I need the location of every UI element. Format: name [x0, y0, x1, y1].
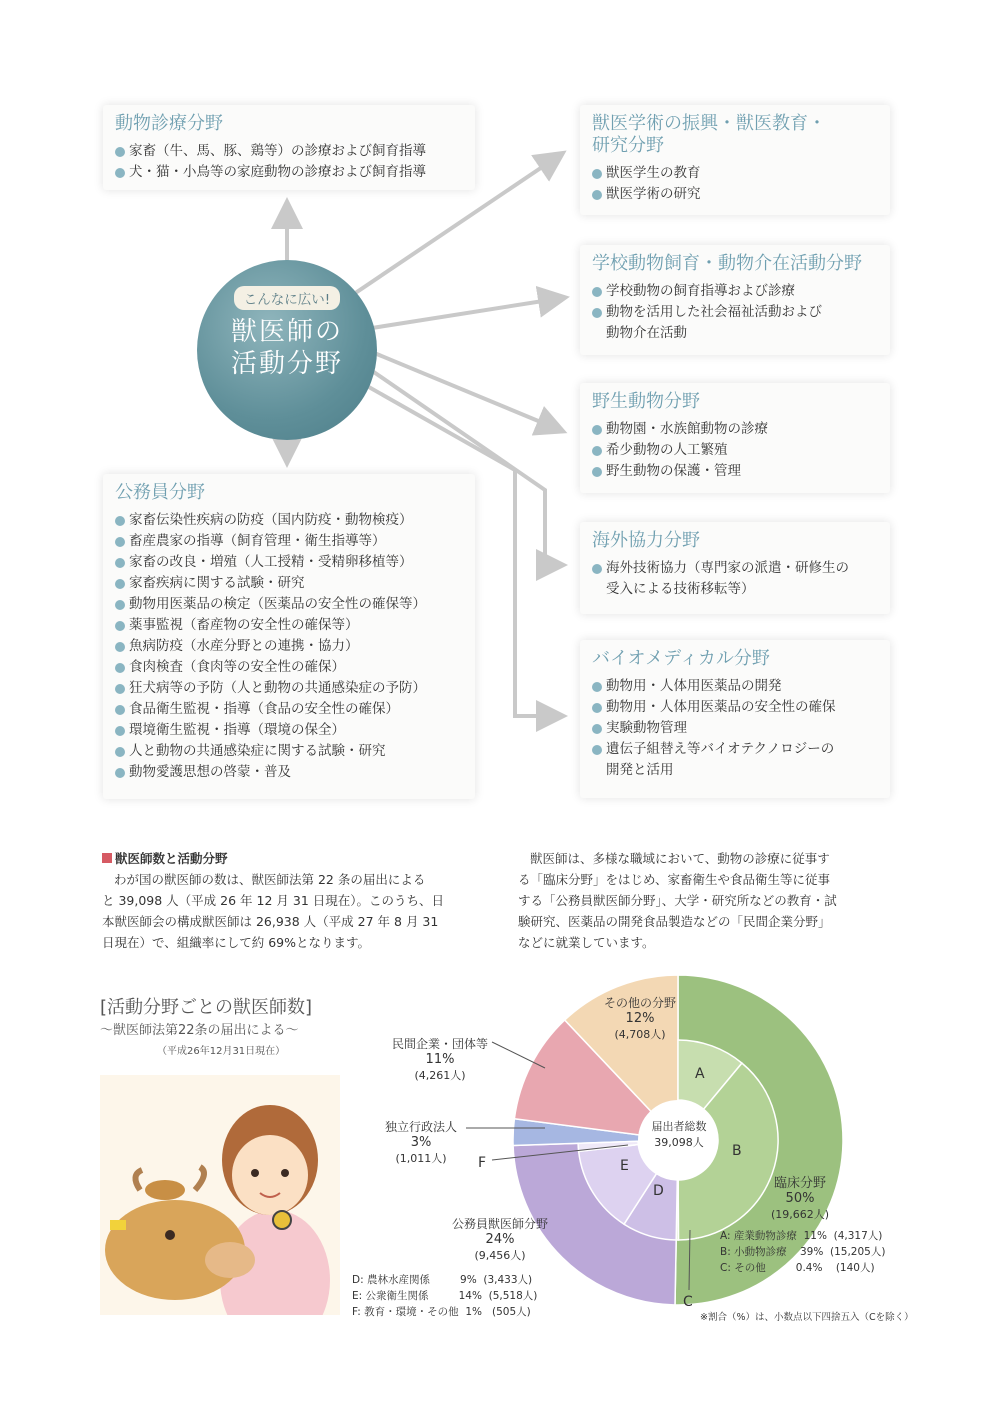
- public-item: 魚病防疫（水産分野との連携・協力）: [115, 636, 463, 657]
- left-paragraph-line: 日現在）で、組織率にして約 69%となります。: [102, 935, 371, 950]
- label-other-percent: 12%: [625, 1011, 655, 1026]
- public-item: 狂犬病等の予防（人と動物の共通感染症の予防）: [115, 678, 463, 699]
- label-public-count: (9,456人): [474, 1249, 526, 1262]
- legend-c: C: その他 0.4% (140人): [720, 1262, 875, 1274]
- label-clinical-percent: 50%: [785, 1191, 815, 1206]
- left-paragraph-line: 本獣医師会の構成獣医師は 26,938 人（平成 27 年 8 月 31: [102, 914, 439, 929]
- chart-date: （平成26年12月31日現在）: [157, 1046, 286, 1057]
- public-item: 家畜伝染性疾病の防疫（国内防疫・動物検疫）: [115, 510, 463, 531]
- academic-item: 獣医学術の研究: [592, 184, 878, 205]
- right-paragraph-line: 験研究、医薬品の開発食品製造などの「民間企業分野」: [518, 914, 831, 929]
- wildlife-item: 希少動物の人工繁殖: [592, 440, 878, 461]
- public-item: 食品衛生監視・指導（食品の安全性の確保）: [115, 699, 463, 720]
- center-tag: こんなに広い!: [234, 286, 340, 310]
- label-total-name: 届出者総数: [651, 1120, 707, 1133]
- label-clinical: [750, 1172, 850, 1222]
- legend-a: A: 産業動物診療 11% (4,317人): [720, 1230, 883, 1242]
- clinical-item: 犬・猫・小鳥等の家庭動物の診療および飼育指導: [115, 162, 463, 183]
- right-paragraph-line: 獣医師は、多様な職域において、動物の診療に従事す: [530, 851, 830, 866]
- clinical-title: 動物診療分野: [115, 113, 223, 134]
- wildlife-item: 野生動物の保護・管理: [592, 461, 878, 482]
- label-private-percent: 11%: [425, 1052, 455, 1067]
- overseas-item-continued: 受入による技術移転等）: [606, 581, 755, 597]
- school-item: 動物を活用した社会福祉活動および: [592, 302, 878, 323]
- label-private-name: 民間企業・団体等: [391, 1037, 488, 1051]
- public-item: 薬事監視（畜産物の安全性の確保等）: [115, 615, 463, 636]
- label-independent-percent: 3%: [410, 1135, 432, 1150]
- public-item: 人と動物の共通感染症に関する試験・研究: [115, 741, 463, 762]
- left-paragraph-line: と 39,098 人（平成 26 年 12 月 31 日現在）。このうち、日: [102, 893, 444, 908]
- right-paragraph-line: る「臨床分野」をはじめ、家畜衛生や食品衛生等に従事: [518, 872, 831, 887]
- biomedical-item: 動物用・人体用医薬品の開発: [592, 676, 878, 697]
- label-public-percent: 24%: [485, 1232, 515, 1247]
- center-title-line1: 獣医師の: [230, 317, 343, 347]
- letter-e: E: [620, 1158, 629, 1174]
- label-private: [380, 1035, 500, 1083]
- label-independent-count: (1,011人): [395, 1152, 447, 1165]
- label-total-value: 39,098人: [654, 1136, 704, 1149]
- public-item: 動物愛護思想の啓蒙・普及: [115, 762, 463, 783]
- chart-title: [活動分野ごとの獣医師数]: [100, 997, 313, 1018]
- biomedical-item-continued: 開発と活用: [606, 762, 674, 778]
- clinical-item: 家畜（牛、馬、豚、鶏等）の診療および飼育指導: [115, 141, 463, 162]
- public-item: 家畜疾病に関する試験・研究: [115, 573, 463, 594]
- center-title-line2: 活動分野: [230, 349, 343, 379]
- overseas-title: 海外協力分野: [592, 530, 700, 551]
- school-title: 学校動物飼育・動物介在活動分野: [592, 253, 862, 274]
- label-clinical-count: (19,662人): [770, 1208, 830, 1221]
- biomedical-item: 動物用・人体用医薬品の安全性の確保: [592, 697, 878, 718]
- biomedical-title: バイオメディカル分野: [592, 648, 770, 669]
- right-paragraph-line: などに就業しています。: [518, 935, 655, 950]
- public-title: 公務員分野: [115, 482, 205, 503]
- letter-d: D: [653, 1183, 664, 1199]
- left-paragraph-line: わが国の獣医師の数は、獣医師法第 22 条の届出による: [114, 872, 426, 887]
- letter-b: B: [732, 1143, 742, 1159]
- school-item-continued: 動物介在活動: [606, 325, 687, 341]
- public-item: 食肉検査（食肉等の安全性の確保）: [115, 657, 463, 678]
- public-item: 動物用医薬品の検定（医薬品の安全性の確保等）: [115, 594, 463, 615]
- wildlife-title: 野生動物分野: [592, 391, 700, 412]
- public-item: 畜産農家の指導（飼育管理・衛生指導等）: [115, 531, 463, 552]
- left-paragraph-heading: 獣医師数と活動分野: [115, 851, 228, 866]
- biomedical-item: 実験動物管理: [592, 718, 878, 739]
- academic-title-line2: 研究分野: [592, 135, 664, 156]
- label-clinical-name: 臨床分野: [773, 1176, 826, 1191]
- legend-f: F: 教育・環境・その他 1% (505人): [352, 1306, 531, 1318]
- label-other: [580, 994, 700, 1042]
- school-item: 学校動物の飼育指導および診療: [592, 281, 878, 302]
- public-item: 環境衛生監視・指導（環境の保全）: [115, 720, 463, 741]
- wildlife-item: 動物園・水族館動物の診療: [592, 419, 878, 440]
- label-independent: [362, 1118, 480, 1166]
- public-item: 家畜の改良・増殖（人工授精・受精卵移植等）: [115, 552, 463, 573]
- label-independent-name: 独立行政法人: [384, 1120, 457, 1134]
- academic-item: 獣医学生の教育: [592, 163, 878, 184]
- legend-e: E: 公衆衛生関係 14% (5,518人): [352, 1290, 538, 1302]
- label-other-count: (4,708人): [614, 1028, 666, 1041]
- label-total: [637, 1118, 721, 1150]
- legend-d: D: 農林水産関係 9% (3,433人): [352, 1274, 533, 1286]
- label-public: [420, 1215, 580, 1263]
- label-private-count: (4,261人): [414, 1069, 466, 1082]
- right-paragraph-line: する「公務員獣医師分野」、大学・研究所などの教育・試: [518, 893, 837, 908]
- chart-subtitle: ～獣医師法第22条の届出による～: [100, 1023, 299, 1038]
- letter-a: A: [695, 1066, 705, 1082]
- label-public-name: 公務員獣医師分野: [451, 1217, 548, 1231]
- biomedical-item: 遺伝子組替え等バイオテクノロジーの: [592, 739, 878, 760]
- academic-title-line1: 獣医学術の振興・獣医教育・: [592, 113, 826, 134]
- legend-b: B: 小動物診療 39% (15,205人): [720, 1246, 886, 1258]
- letter-f: F: [478, 1155, 487, 1171]
- label-other-name: その他の分野: [603, 996, 676, 1010]
- overseas-item: 海外技術協力（専門家の派遣・研修生の: [592, 558, 878, 579]
- footnote: ※割合（%）は、小数点以下四捨五入（Cを除く）: [700, 1312, 914, 1323]
- letter-c: C: [683, 1294, 693, 1310]
